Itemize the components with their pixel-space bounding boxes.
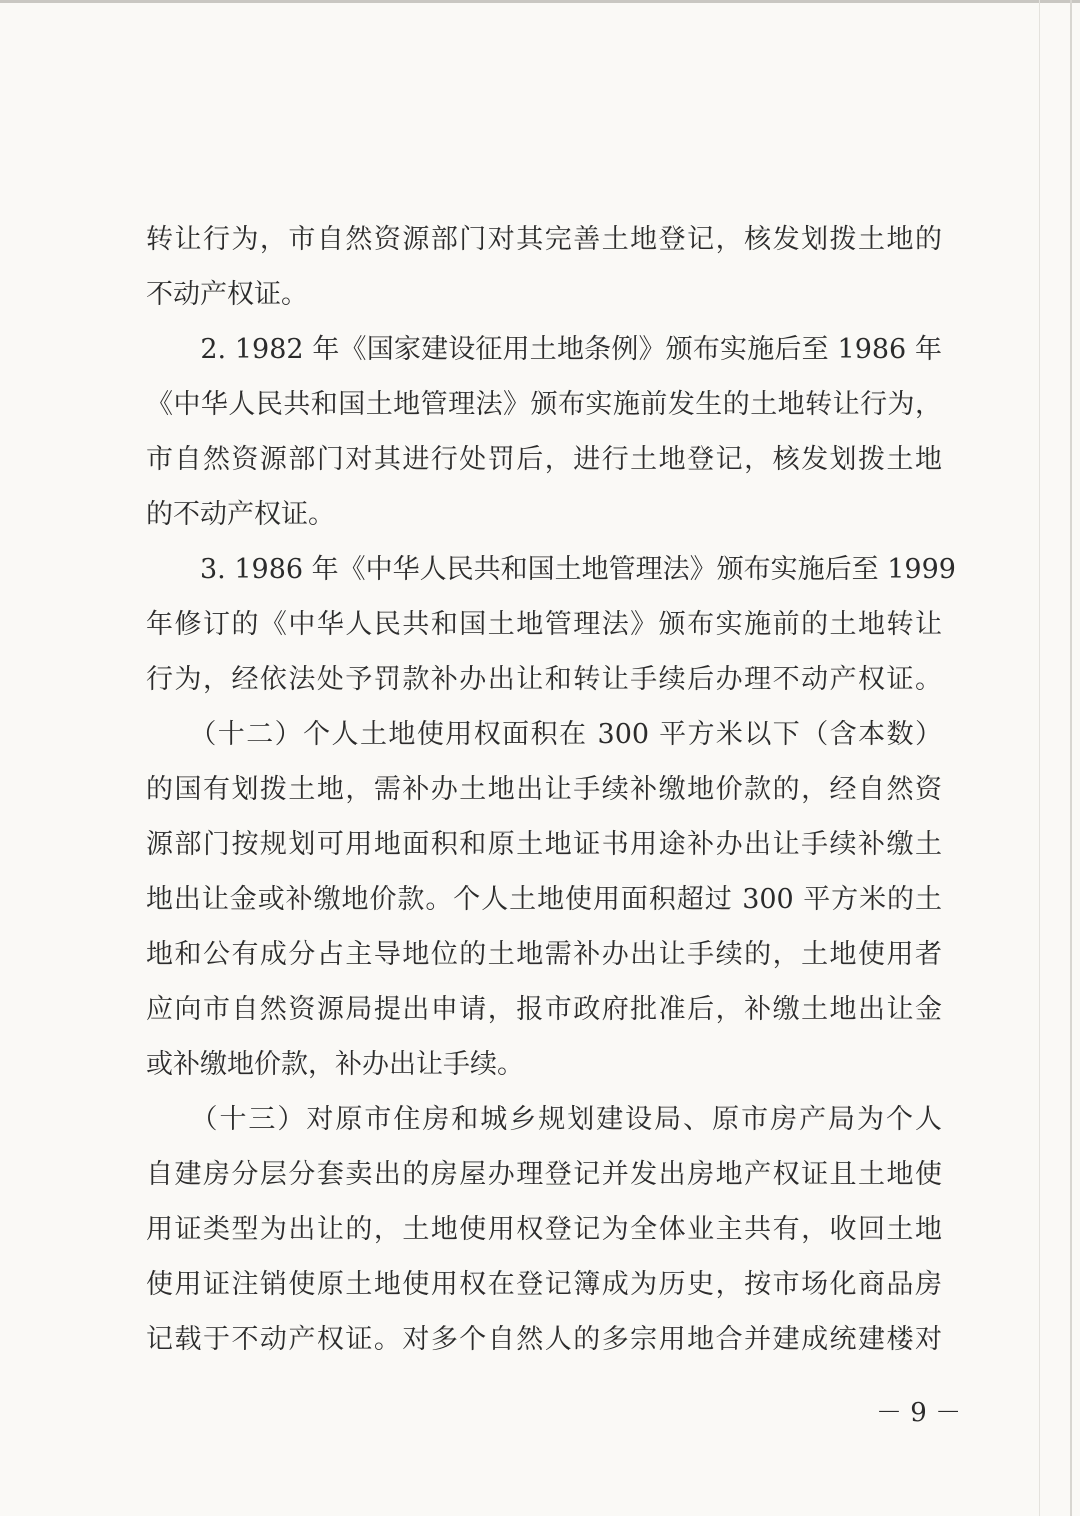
text-line: 的不动产权证。	[146, 499, 335, 530]
scan-edge-top	[0, 0, 1080, 3]
body-text	[146, 212, 956, 1367]
text-line: 3. 1986 年《中华人民共和国土地管理法》颁布实施后至 1999	[146, 554, 956, 585]
text-line: 地出让金或补缴地价款。个人土地使用面积超过 300 平方米的土	[146, 884, 942, 915]
text-line: 市自然资源部门对其进行处罚后，进行土地登记，核发划拨土地	[146, 444, 942, 475]
text-line: 源部门按规划可用地面积和原土地证书用途补办出让手续补缴土	[146, 829, 942, 860]
text-line: 年修订的《中华人民共和国土地管理法》颁布实施前的土地转让	[146, 609, 942, 640]
text-line: 用证类型为出让的，土地使用权登记为全体业主共有，收回土地	[146, 1214, 942, 1245]
text-line: 地和公有成分占主导地位的土地需补办出让手续的，土地使用者	[146, 939, 942, 970]
text-line: 应向市自然资源局提出申请，报市政府批准后，补缴土地出让金	[146, 994, 942, 1025]
text-line: 使用证注销使原土地使用权在登记簿成为历史，按市场化商品房	[146, 1269, 942, 1300]
text-line: 的国有划拨土地，需补办土地出让手续补缴地价款的，经自然资	[146, 774, 942, 805]
text-line: 自建房分层分套卖出的房屋办理登记并发出房地产权证且土地使	[146, 1159, 942, 1190]
text-line: 或补缴地价款，补办出让手续。	[146, 1049, 524, 1080]
text-line: 《中华人民共和国土地管理法》颁布实施前发生的土地转让行为，	[146, 389, 942, 420]
text-line: 转让行为，市自然资源部门对其完善土地登记，核发划拨土地的	[146, 224, 942, 255]
text-line: （十三）对原市住房和城乡规划建设局、原市房产局为个人	[146, 1104, 942, 1135]
text-line: 2. 1982 年《国家建设征用土地条例》颁布实施后至 1986 年	[146, 334, 942, 365]
text-line: 行为，经依法处予罚款补办出让和转让手续后办理不动产权证。	[146, 664, 942, 695]
text-line: 记载于不动产权证。对多个自然人的多宗用地合并建成统建楼对	[146, 1324, 942, 1355]
text-line: （十二）个人土地使用权面积在 300 平方米以下（含本数）	[146, 719, 942, 750]
scan-edge-right	[1039, 0, 1040, 1516]
text-line: 不动产权证。	[146, 279, 308, 310]
scan-edge-right-outer	[1070, 0, 1072, 1516]
page-number: － 9 －	[876, 1398, 962, 1428]
